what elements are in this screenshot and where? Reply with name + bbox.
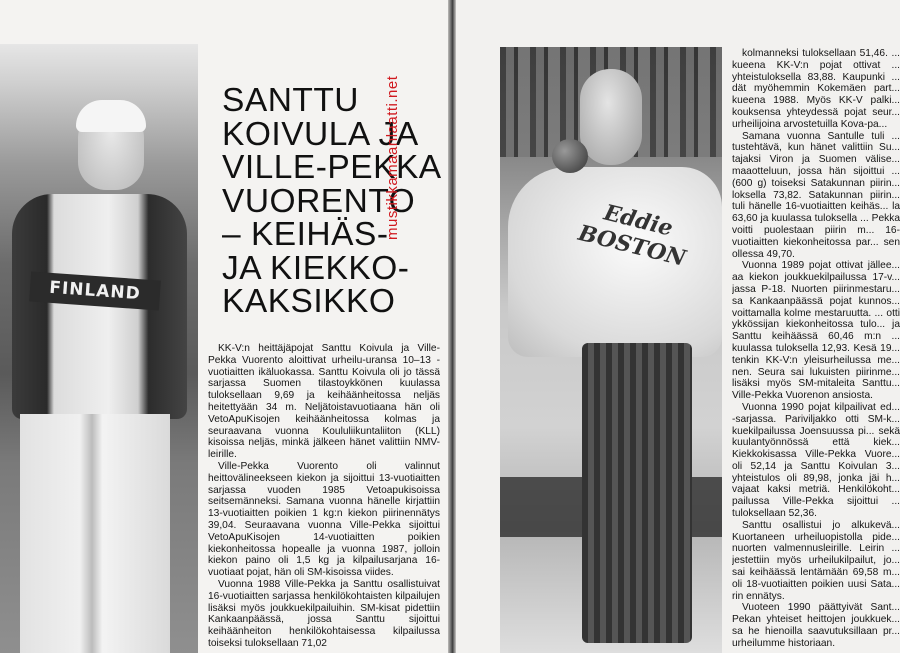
photo-pants bbox=[582, 343, 692, 643]
paragraph: Vuonna 1988 Ville-Pekka ja Santtu osallistuivat 16-vuotiaitten sarjassa henkilökohtaisten kilpailujen lisäksi myös joukkuekilpailuihin. SM-kisat pidettiin Kankaanpäässä, jossa Santtu sijoittui keihäänheiton henkilökohtaisessa kilpailussa toiseksi tuloksellaan 71,02 bbox=[208, 578, 440, 649]
left-page bbox=[0, 0, 448, 653]
left-text-column bbox=[208, 343, 440, 653]
photo-head bbox=[580, 69, 642, 165]
paragraph: kolmanneksi tuloksellaan 51,46. ... kueena KK-V:n pojat ottivat ... yhteistuloksella 83,88. Kaupunki ... dät myöhemmin Kokemäen part... kueena 1988. Myös KK-V palki... kouksensa yhteydessä pojat seur... urheilijoina arvostetuilla Kova-pa... bbox=[732, 48, 900, 130]
right-text-column bbox=[732, 48, 900, 653]
photo-ville-pekka-vuorento bbox=[500, 47, 722, 653]
photo-jacket bbox=[12, 194, 187, 419]
photo-santtu-koivula bbox=[0, 44, 198, 653]
paragraph: KK-V:n heittäjäpojat Santtu Koivula ja Ville-Pekka Vuorento aloittivat urheilu-uransa 10–13 -vuotiaitten ikäluokassa. Santtu Koivula oli jo tässä sarjassa Suomen tilastoykkönen kuulassa tuloksellaan 9,69 ja keihäänheitossa neljäs heitettyään 34 m. Neljätoistavuotiaana hän oli VetoApuKisojen keihäänheitossa kolmas ja seuraavana vuonna Koululiikuntaliiton (KLL) kisoissa neljäs, minkä jälkeen hänet valittiin NMV-leirille. bbox=[208, 343, 440, 461]
book-gutter bbox=[448, 0, 456, 653]
paragraph: Vuonna 1990 pojat kilpailivat ed... -sarjassa. Pariviljakko otti SM-k... kuekilpailussa Joensuussa pi... sekä kuulantyönnössä että kiek... Kiekkokisassa Ville-Pekka Vuore... oli 52,14 ja Santtu Koivulan 3... yhteistulos oli 89,98, jonka jäi h... vajaat kaksi metriä. Henkilökoht... pailussa Ville-Pekka sijoittui ... tuloksellaan 52,36. bbox=[732, 401, 900, 520]
paragraph: Santtu osallistui jo alkukevä... Kuortaneen urheiluopistolla pide... nuorten valmennusleirille. Leirin ... jestettiin myös urheilukilpailut, jo... sai keihäässä lentämään 69,58 m... oli 18-vuotiaitten poikien uusi Sata... rin ennätys. bbox=[732, 519, 900, 602]
article-headline: SANTTU KOIVULA JA VILLE-PEKKA VUORENTO – KEIHÄS- JA KIEKKO- KAKSIKKO bbox=[222, 82, 442, 320]
photo-shirt-text: FINLAND bbox=[29, 272, 161, 311]
watermark: mustikkamaanlaatti.net bbox=[384, 75, 401, 240]
photo-pants bbox=[20, 414, 170, 653]
paragraph: Vuonna 1989 pojat ottivat jällee... aa kiekon joukkuekilpailussa 17-v... jassa P-18. Nuorten piirinmestaru... sa Kankaanpäässä pojat kunnos... voittamalla kolme mestaruutta. ... otti ykkössijan kiekonheitossa tulo... ja Santtu keihäässä 60,46 m:n ... kuulassa tuloksella 12,93. Kesä 19... tenkin KK-V:n yleisurheilussa me... nen. Seura sai lukuisten piirinme... lisäksi myös SM-mitaleita Santtu... Ville-Pekka Vuorenon ansiosta. bbox=[732, 260, 900, 402]
right-page bbox=[456, 0, 900, 653]
photo-shot-put-ball bbox=[552, 139, 588, 173]
photo-hair bbox=[76, 100, 146, 132]
photo-shirt-text: Eddie BOSTON bbox=[575, 199, 689, 272]
paragraph: Samana vuonna Santulle tuli ... tustehtävä, kun hänet valittiin Su... tajaksi Viron ja Suomen välise... maaotteluun, jossa hän sijoittui ... (600 g) toiseksi Satakunnan piirin... loksella 73,82. Satakunnan piirin... tuli hänelle 16-vuotiaitten keihäs... la 63,60 ja kuulassa tuloksella ... Pekka voitti puolestaan piirin m... 16-vuotiaitten kiekonheitossa par... sen ollessa 49,70. bbox=[732, 130, 900, 260]
paragraph: Ville-Pekka Vuorento oli valinnut heittovälineekseen kiekon ja sijoittui 13-vuotiaitten sarjassa vuoden 1985 Vetoapukisoissa seitsemänneksi. Samana vuonna hänelle kirjattiin 13-vuotiaitten poikien 1 kg:n kiekon piirinennätys 39,04. Seuraavana vuonna Ville-Pekka sijoittui VetoApuKisojen 14-vuotiaitten poikien kiekonheitossa hopealle ja vuonna 1987, jolloin kiekon paino oli 1,5 kg ja kilpailusarjana 16-vuotiaat pojat, hän oli SM-kisoissa viides. bbox=[208, 460, 440, 579]
paragraph: Vuoteen 1990 päättyivät Sant... Pekan yhteiset heittojen joukkuek... sa he hienoilla saavutuksillaan pr... urheilumme historiaan. bbox=[732, 602, 900, 649]
